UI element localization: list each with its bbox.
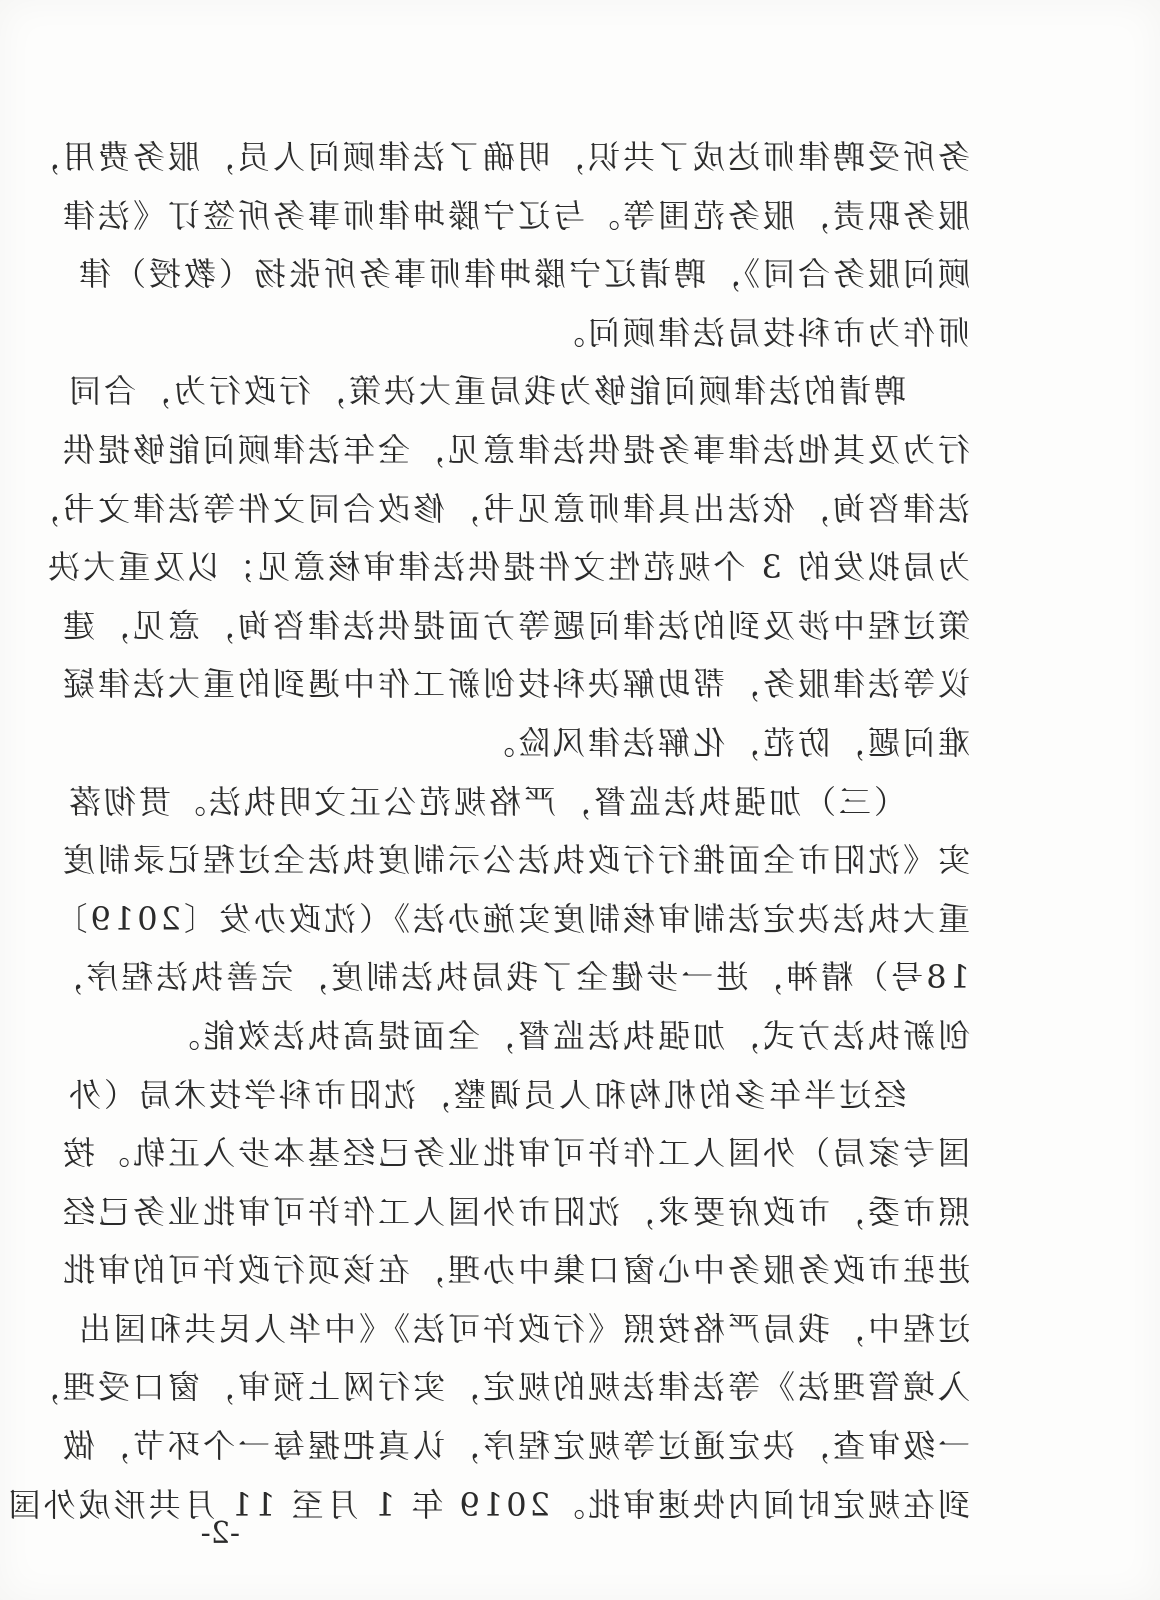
text-line-21: 过程中，我局严格按照《行政许可法》《中华人民共和国出 xyxy=(75,1309,970,1348)
text-line-4: 师作为市科技局法律顾问。 xyxy=(549,313,970,352)
text-line-16: 创新执法方式，加强执法监督，全面提高执法效能。 xyxy=(164,1016,970,1055)
text-line-7: 法律咨询，依法出具律师意见书，修改合同文件等法律文书， xyxy=(24,489,970,528)
page-number: -2- xyxy=(200,1516,240,1551)
section-heading-line: （三）加强执法监督，严格规范公正文明执法。贯彻落 xyxy=(65,782,906,821)
body-text xyxy=(5,128,970,1534)
text-line-3: 顾问服务合同》，聘请辽宁滕坤律师事务所张扬（教授）律 xyxy=(75,255,970,294)
text-line-23: 一级审查，决定通过等规定程序，认真把握每一个环节，做 xyxy=(59,1427,970,1466)
text-line-11: 难问题，防范，化解法律风险。 xyxy=(479,723,970,762)
text-line-15: 18号）精神，进一步健全了我局执法制度，完善执法程序， xyxy=(48,958,970,997)
text-line-20: 进驻市政务服务中心窗口集中办理，在该项行政许可的审批 xyxy=(59,1251,970,1290)
text-line-10: 议等法律服务，帮助解决科技创新工作中遇到的重大法律疑 xyxy=(59,665,970,704)
text-line-9: 策过程中涉及到的法律问题等方面提供法律咨询，意见，建 xyxy=(59,606,970,645)
text-line-13: 实《沈阳市全面推行行政执法公示制度执法全过程记录制度 xyxy=(59,841,970,880)
text-line-22: 入境管理法》等法律法规的规定，实行网上预审，窗口受理， xyxy=(24,1368,970,1407)
text-line-6: 行为及其他法律事务提供法律意见，全年法律顾问能够提供 xyxy=(59,430,970,469)
text-line-8: 为局拟发的 3 个规范性文件提供法律审核意见；以及重大决 xyxy=(45,548,970,587)
text-line-5: 聘请的法律顾问能够为我局重大决策，行政行为，合同 xyxy=(65,372,906,411)
text-line-17: 经过半年多的机构和人员调整，沈阳市科学技术局（外 xyxy=(65,1075,906,1114)
text-line-1: 务所受聘律师达成了共识，明确了法律顾问人员，服务费用， xyxy=(24,138,970,176)
text-line-18: 国专家局）外国人工作许可审批业务已经基本步入正轨。按 xyxy=(59,1134,970,1173)
text-line-24: 到在规定时间内快速审批。2019 年 1 月至 11 月共形成外国 xyxy=(5,1485,970,1524)
text-line-14: 重大执法决定法制审核制度实施办法》（沈政办发〔2019〕 xyxy=(52,899,970,938)
text-line-19: 照市委，市政府要求，沈阳市外国人工作许可审批业务已经 xyxy=(59,1192,970,1231)
text-line-2: 服务职责，服务范围等。与辽宁滕坤律师事务所签订《法律 xyxy=(59,196,970,235)
